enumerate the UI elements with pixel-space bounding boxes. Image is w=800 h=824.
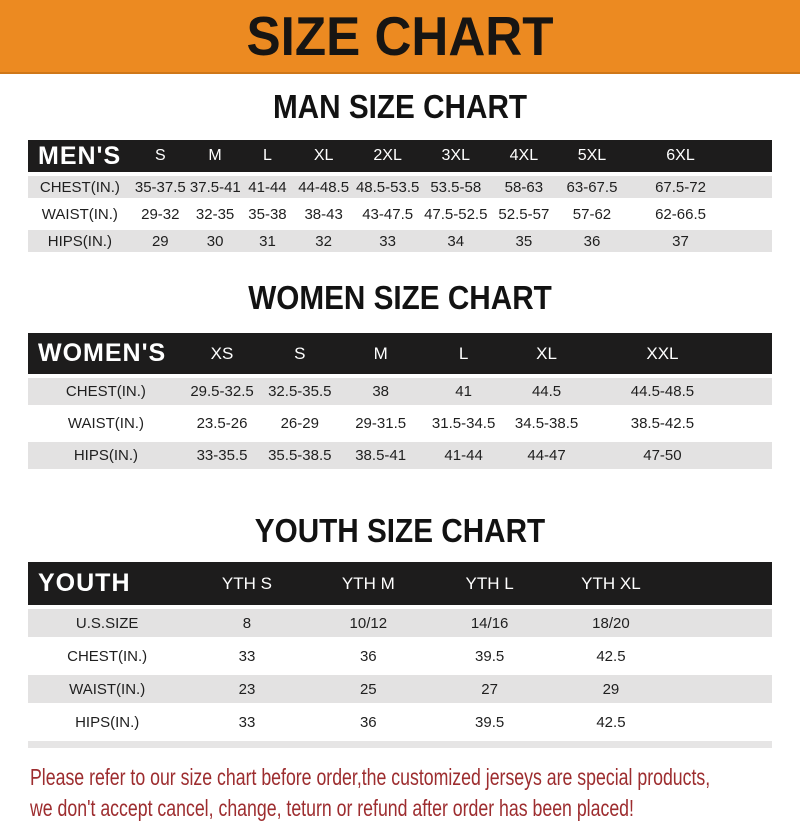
- column-header: 5XL: [558, 140, 626, 174]
- row-label: WAIST(IN.): [28, 201, 132, 228]
- size-cell: 58-63: [490, 174, 558, 201]
- size-cell: 29: [132, 228, 189, 255]
- size-cell: 23: [186, 673, 307, 706]
- column-header: YTH XL: [550, 562, 671, 607]
- table-row: [28, 376, 772, 408]
- table-row: [28, 673, 772, 706]
- men-size-table: [28, 140, 772, 257]
- size-cell: 31: [241, 228, 293, 255]
- column-header: XS: [184, 333, 260, 376]
- column-header: XL: [505, 333, 588, 376]
- size-cell: 39.5: [429, 640, 550, 673]
- row-label: U.S.SIZE: [28, 607, 186, 640]
- size-chart-banner: [0, 0, 800, 74]
- size-cell: 33: [186, 706, 307, 739]
- column-header: 2XL: [354, 140, 422, 174]
- row-label: HIPS(IN.): [28, 228, 132, 255]
- size-cell: 35-38: [241, 201, 293, 228]
- row-label: CHEST(IN.): [28, 174, 132, 201]
- size-cell: 25: [308, 673, 429, 706]
- table-row: [28, 174, 772, 201]
- size-cell: 35-37.5: [132, 174, 189, 201]
- size-cell: 32: [294, 228, 354, 255]
- size-cell: 48.5-53.5: [354, 174, 422, 201]
- table-row: [28, 706, 772, 739]
- row-label: WAIST(IN.): [28, 408, 184, 440]
- size-cell: 34: [422, 228, 490, 255]
- size-cell: 44.5: [505, 376, 588, 408]
- size-cell: 10/12: [308, 607, 429, 640]
- disclaimer: [30, 762, 800, 824]
- column-header: YTH L: [429, 562, 550, 607]
- youth-size-table: [28, 562, 772, 741]
- column-header: YTH S: [186, 562, 307, 607]
- size-cell: 36: [558, 228, 626, 255]
- women-section-heading: WOMEN SIZE CHART: [248, 279, 552, 316]
- size-cell: 18/20: [550, 607, 671, 640]
- column-header: S: [260, 333, 339, 376]
- size-cell: 42.5: [550, 640, 671, 673]
- column-header: 6XL: [626, 140, 772, 174]
- size-cell: 33: [354, 228, 422, 255]
- size-cell: 53.5-58: [422, 174, 490, 201]
- size-cell: 34.5-38.5: [505, 408, 588, 440]
- size-cell: 44-48.5: [294, 174, 354, 201]
- size-cell: 32.5-35.5: [260, 376, 339, 408]
- header-row: [28, 333, 772, 376]
- column-header: M: [189, 140, 241, 174]
- column-header: L: [422, 333, 505, 376]
- size-cell: 44.5-48.5: [588, 376, 772, 408]
- header-row: [28, 140, 772, 174]
- size-cell: 29.5-32.5: [184, 376, 260, 408]
- size-cell: 36: [308, 640, 429, 673]
- size-cell: 38.5-41: [339, 440, 422, 472]
- size-cell: 8: [186, 607, 307, 640]
- size-cell: 43-47.5: [354, 201, 422, 228]
- size-cell: 26-29: [260, 408, 339, 440]
- size-cell: 67.5-72: [626, 174, 772, 201]
- size-cell: 29-31.5: [339, 408, 422, 440]
- size-cell-empty: [672, 640, 772, 673]
- size-cell: 37.5-41: [189, 174, 241, 201]
- table-row: [28, 201, 772, 228]
- table-corner-label: YOUTH: [28, 562, 186, 607]
- row-label: CHEST(IN.): [28, 640, 186, 673]
- size-cell: 27: [429, 673, 550, 706]
- column-header: XXL: [588, 333, 772, 376]
- women-section: [0, 257, 800, 474]
- row-label: HIPS(IN.): [28, 706, 186, 739]
- youth-section-heading: YOUTH SIZE CHART: [254, 512, 546, 549]
- size-cell: 36: [308, 706, 429, 739]
- size-cell: 31.5-34.5: [422, 408, 505, 440]
- row-label: WAIST(IN.): [28, 673, 186, 706]
- column-header: M: [339, 333, 422, 376]
- size-cell: 41-44: [241, 174, 293, 201]
- table-corner-label: MEN'S: [28, 140, 132, 174]
- women-size-table: [28, 333, 772, 474]
- size-cell-empty: [672, 673, 772, 706]
- size-cell: 62-66.5: [626, 201, 772, 228]
- size-cell: 33: [186, 640, 307, 673]
- table-row: [28, 607, 772, 640]
- size-cell-empty: [672, 706, 772, 739]
- size-cell: 32-35: [189, 201, 241, 228]
- size-cell: 35.5-38.5: [260, 440, 339, 472]
- table-bottom-strip: [28, 741, 772, 748]
- size-cell: 63-67.5: [558, 174, 626, 201]
- column-header: 3XL: [422, 140, 490, 174]
- table-row: [28, 440, 772, 472]
- column-header: 4XL: [490, 140, 558, 174]
- size-cell: 44-47: [505, 440, 588, 472]
- men-section: [0, 74, 800, 257]
- size-cell-empty: [672, 607, 772, 640]
- size-cell: 23.5-26: [184, 408, 260, 440]
- banner-title: SIZE CHART: [246, 4, 554, 67]
- size-cell: 29-32: [132, 201, 189, 228]
- header-row: [28, 562, 772, 607]
- table-row: [28, 640, 772, 673]
- row-label: CHEST(IN.): [28, 376, 184, 408]
- size-cell: 37: [626, 228, 772, 255]
- size-cell: 33-35.5: [184, 440, 260, 472]
- table-corner-label: WOMEN'S: [28, 333, 184, 376]
- column-header: XL: [294, 140, 354, 174]
- column-header: YTH M: [308, 562, 429, 607]
- column-header: S: [132, 140, 189, 174]
- size-cell: 29: [550, 673, 671, 706]
- size-cell: 47.5-52.5: [422, 201, 490, 228]
- youth-section: [0, 474, 800, 748]
- size-cell: 39.5: [429, 706, 550, 739]
- men-section-heading: MAN SIZE CHART: [272, 88, 528, 125]
- row-label: HIPS(IN.): [28, 440, 184, 472]
- size-cell: 35: [490, 228, 558, 255]
- disclaimer-line-2: we don't accept cancel, change, teturn or refund after order has been placed!: [30, 795, 634, 821]
- size-cell: 52.5-57: [490, 201, 558, 228]
- size-cell: 57-62: [558, 201, 626, 228]
- column-header-empty: [672, 562, 772, 607]
- table-row: [28, 408, 772, 440]
- size-cell: 38.5-42.5: [588, 408, 772, 440]
- disclaimer-line-1: Please refer to our size chart before order,the customized jerseys are special products,: [30, 764, 711, 790]
- size-cell: 38-43: [294, 201, 354, 228]
- column-header: L: [241, 140, 293, 174]
- size-cell: 41-44: [422, 440, 505, 472]
- size-cell: 30: [189, 228, 241, 255]
- size-cell: 38: [339, 376, 422, 408]
- size-cell: 42.5: [550, 706, 671, 739]
- size-cell: 47-50: [588, 440, 772, 472]
- size-cell: 41: [422, 376, 505, 408]
- table-row: [28, 228, 772, 255]
- size-cell: 14/16: [429, 607, 550, 640]
